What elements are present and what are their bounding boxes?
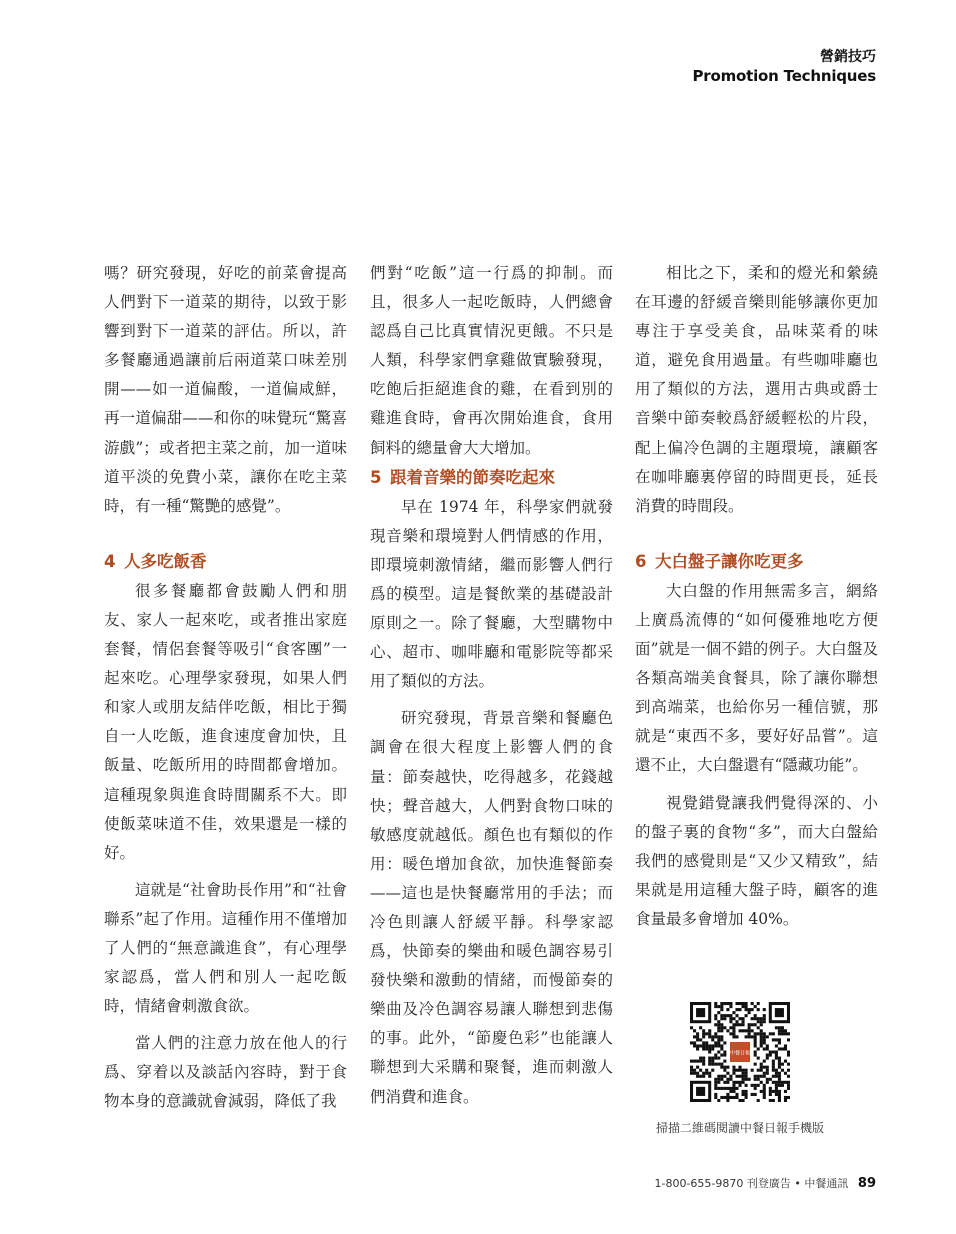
section-heading	[635, 547, 878, 577]
section-heading	[104, 547, 347, 577]
article-paragraph: 研究發現，背景音樂和餐廳色調會在很大程度上影響人們的食量：節奏越快，吃得越多，花錢越快；聲音越大，人們對食物口味的敏感度就越低。顏色也有類似的作用：暖色增加食欲，加快進餐節奏——這也是快餐廳常用的手法；而冷色則讓人舒緩平靜。科學家認爲，快節奏的樂曲和暖色調容易引發快樂和激動的情緒，而慢節奏的樂曲及冷色調容易讓人聯想到悲傷的事。此外，“節慶色彩”也能讓人聯想到大采購和聚餐，進而刺激人們消費和進食。	[370, 709, 613, 1106]
footer-publication: 中餐通訊	[804, 1177, 849, 1190]
section-heading-title: 大白盤子讓你吃更多	[655, 551, 804, 571]
section-title-en: Promotion Techniques	[692, 67, 876, 85]
qr-code[interactable]	[690, 1002, 790, 1102]
footer-phone: 1-800-655-9870	[654, 1177, 744, 1190]
section-header	[693, 48, 876, 86]
footer-ad-label: 刊登廣告	[746, 1177, 791, 1190]
article-paragraph: 們對“吃飯”這一行爲的抑制。而且，很多人一起吃飯時，人們總會認爲自己比真實情況更餓。不只是人類，科學家們拿雞做實驗發現，吃飽后拒絕進食的雞，在看到別的雞進食時，會再次開始進食，食用飼料的總量會大大增加。	[370, 264, 613, 457]
page-footer	[655, 1175, 877, 1191]
section-heading-title: 人多吃飯香	[124, 551, 207, 571]
section-title-zh: 營銷技巧	[820, 49, 876, 65]
qr-caption: 掃描二維碼閱讀中餐日報手機版	[655, 1121, 824, 1135]
article-paragraph: 當人們的注意力放在他人的行爲、穿着以及談話內容時，對于食物本身的意識就會減弱，降低了我	[104, 1034, 347, 1111]
article-paragraph: 視覺錯覺讓我們覺得深的、小的盤子裏的食物“多”，而大白盤給我們的感覺則是“又少又精致”，結果就是用這種大盤子時，顧客的進食量最多會增加 40%。	[635, 793, 878, 928]
article-column-2	[370, 259, 613, 1112]
section-heading-number: 4	[104, 551, 116, 571]
article-paragraph: 大白盤的作用無需多言，網絡上廣爲流傳的“如何優雅地吃方便面”就是一個不錯的例子。大白盤及各類高端美食餐具，除了讓你聯想到高端菜，也給你另一種信號，那就是“東西不多，要好好品嘗”。這還不止，大白盤還有“隱藏功能”。	[635, 581, 878, 775]
section-heading-number: 5	[370, 467, 382, 487]
article-column-3	[635, 259, 878, 934]
section-heading	[370, 463, 613, 493]
svg-text:中餐日報: 中餐日報	[729, 1050, 751, 1057]
article-paragraph: 早在 1974 年，科學家們就發現音樂和環境對人們情感的作用，即環境刺激情緒，繼而影響人們行爲的模型。這是餐飲業的基礎設計原則之一。除了餐廳，大型購物中心、超市、咖啡廳和電影院等都采用了類似的方法。	[370, 497, 613, 691]
article-paragraph: 嗎？研究發現，好吃的前菜會提高人們對下一道菜的期待，以致于影響到對下一道菜的評估。所以，許多餐廳通過讓前后兩道菜口味差別開——如一道偏酸，一道偏咸鮮，再一道偏甜——和你的味覺玩“驚喜游戲”；或者把主菜之前，加一道味道平淡的免費小菜，讓你在吃主菜時，有一種“驚艷的感覺”。	[104, 264, 347, 515]
page-number: 89	[857, 1176, 876, 1191]
section-heading-title: 跟着音樂的節奏吃起來	[390, 467, 555, 487]
article-paragraph: 相比之下，柔和的燈光和縈繞在耳邊的舒緩音樂則能够讓你更加專注于享受美食，品味菜肴的味道，避免食用過量。有些咖啡廳也用了類似的方法，選用古典或爵士音樂中節奏較爲舒緩輕松的片段，配上偏冷色調的主題環境，讓顧客在咖啡廳裏停留的時間更長，延長消費的時間段。	[635, 264, 878, 515]
qr-code-icon	[690, 1002, 790, 1102]
article-paragraph: 很多餐廳都會鼓勵人們和朋友、家人一起來吃，或者推出家庭套餐，情侶套餐等吸引“食客團”一起來吃。心理學家發現，如果人們和家人或朋友結伴吃飯，相比于獨自一人吃飯，進食速度會加快，且飯量、吃飯所用的時間都會增加。這種現象與進食時間關系不大。即使飯菜味道不佳，效果還是一樣的好。	[104, 581, 347, 862]
article-paragraph: 這就是“社會助長作用”和“社會聯系”起了作用。這種作用不僅增加了人們的“無意識進食”，有心理學家認爲，當人們和別人一起吃飯時，情緒會刺激食欲。	[104, 880, 347, 1016]
section-heading-number: 6	[635, 551, 647, 571]
footer-separator: •	[794, 1177, 801, 1190]
article-column-1	[104, 259, 347, 1117]
